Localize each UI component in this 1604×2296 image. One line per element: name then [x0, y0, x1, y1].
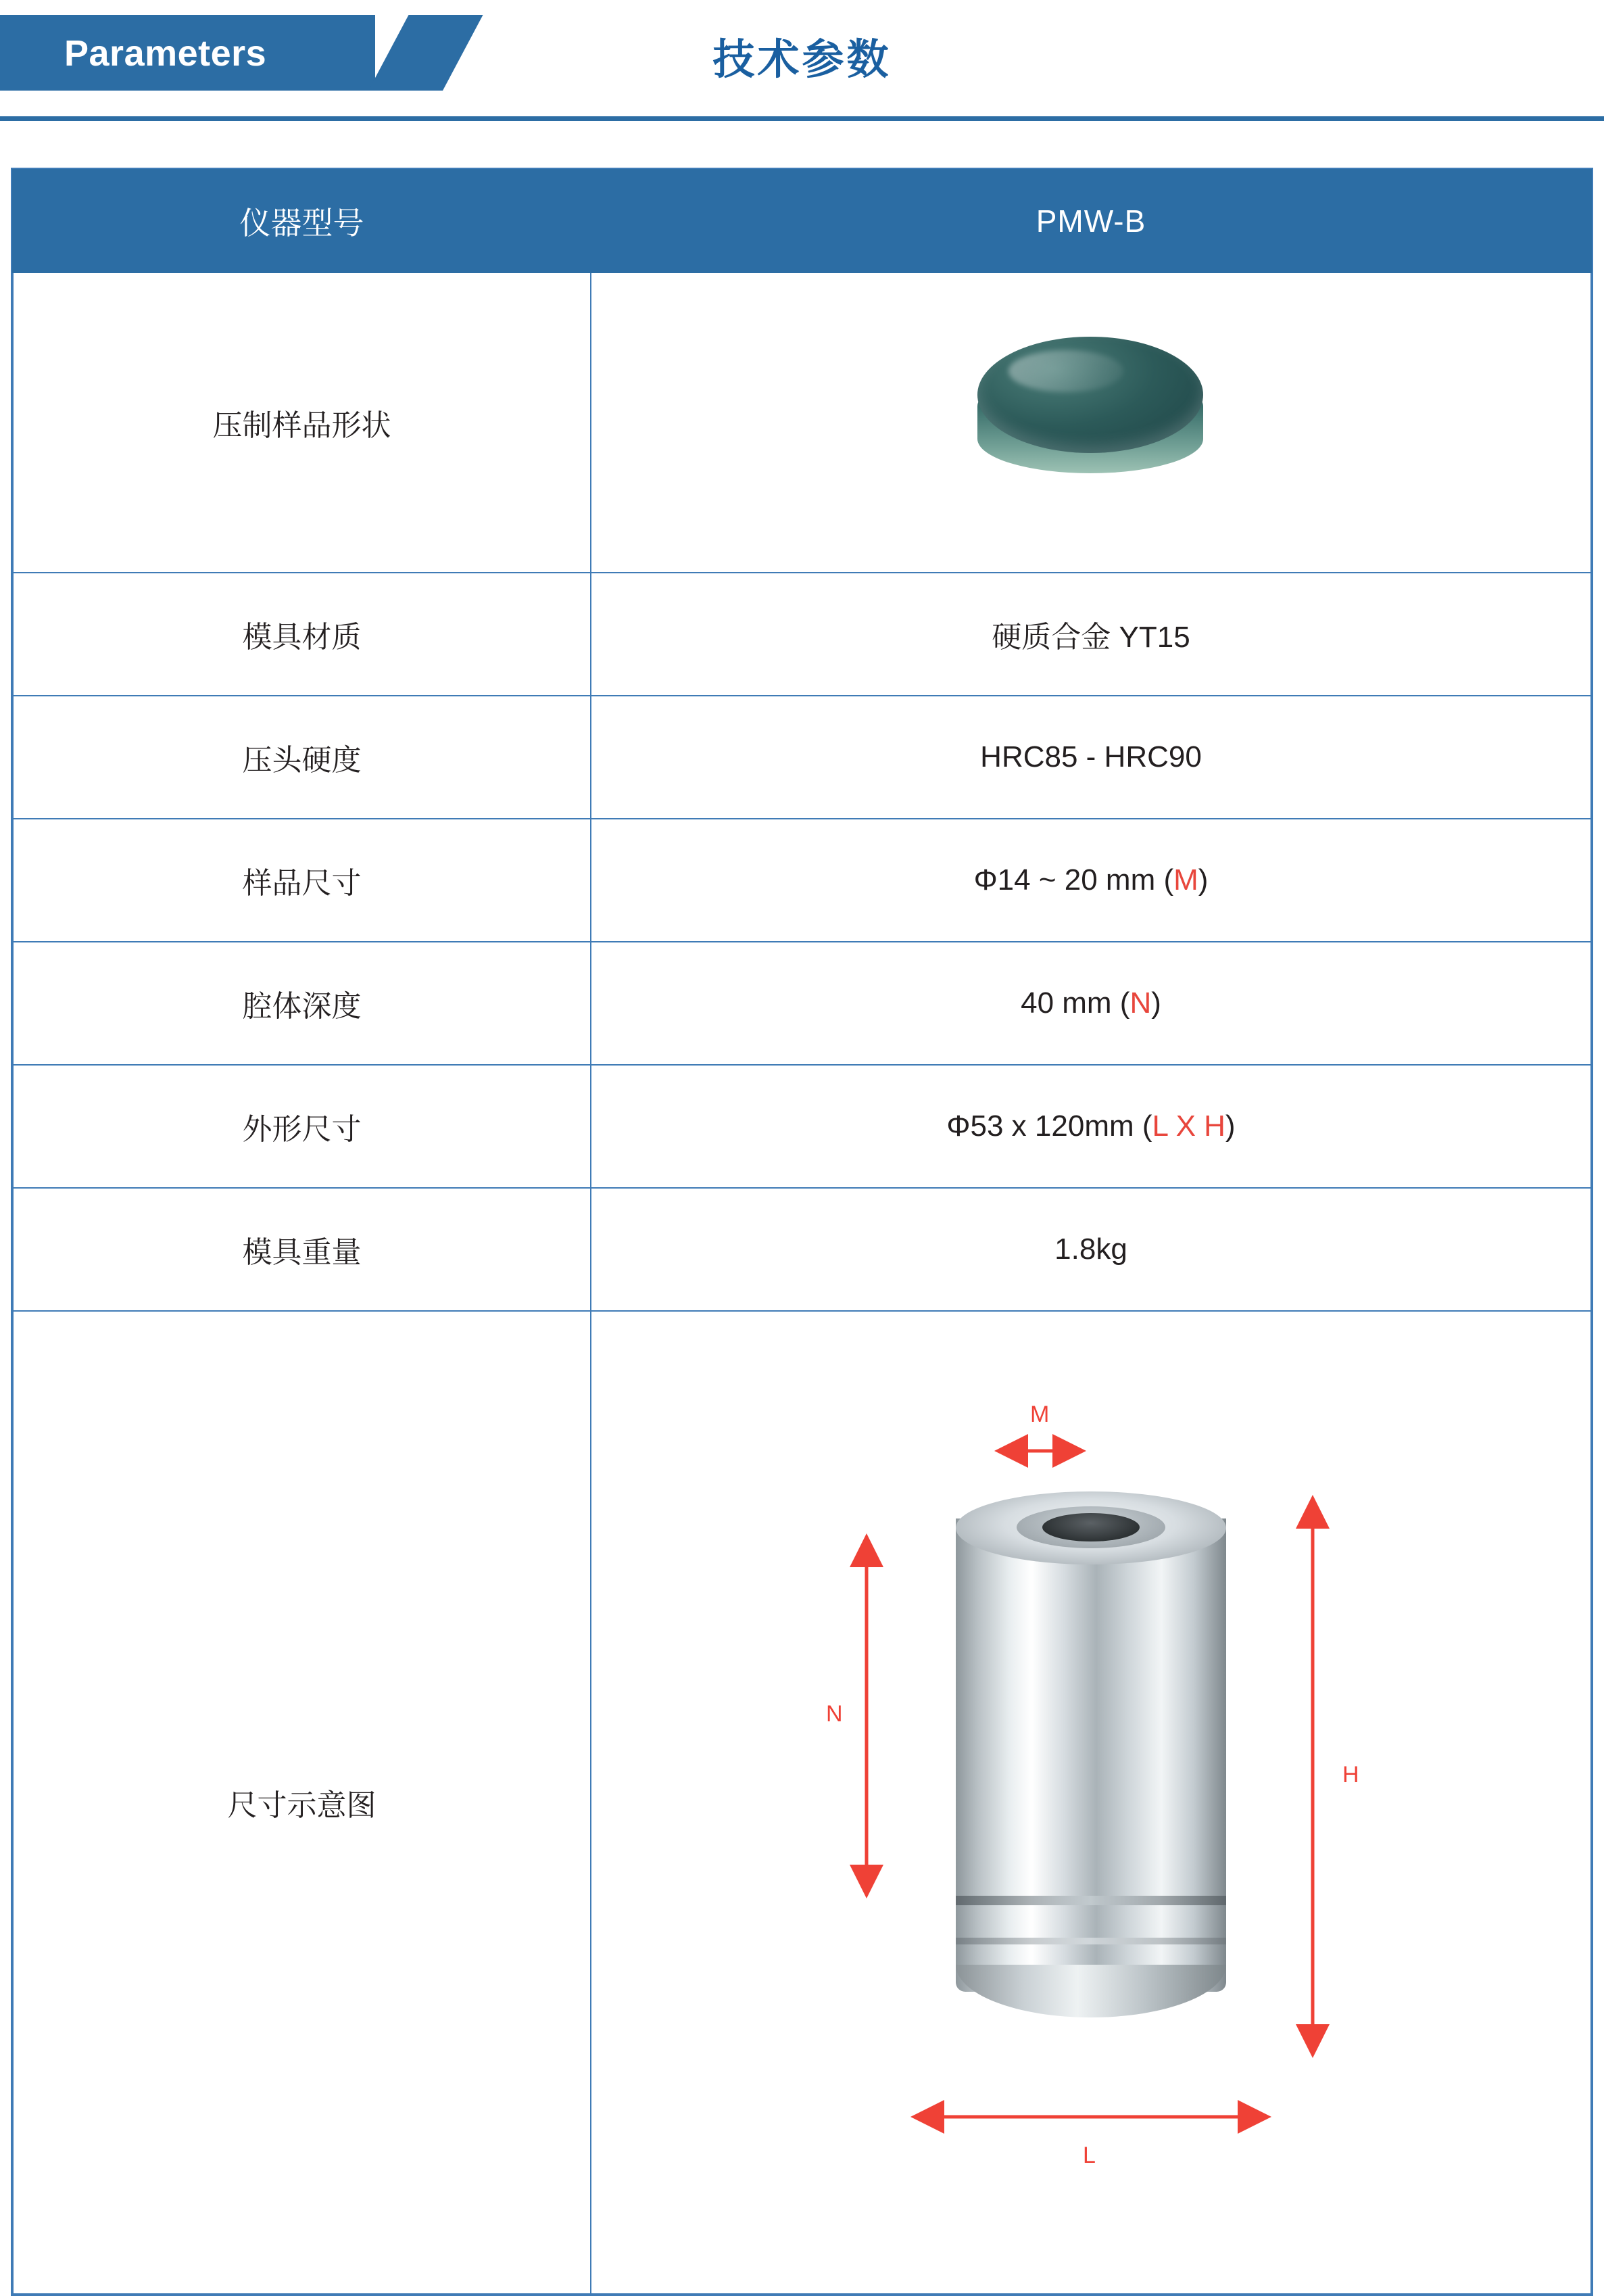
table-row	[13, 1188, 1591, 1311]
table-row	[13, 696, 1591, 819]
sample-size-accent: M	[1173, 863, 1198, 896]
dimension-label-m: M	[1030, 1402, 1050, 1427]
puck-highlight	[1008, 350, 1123, 392]
parameters-table-wrapper	[11, 168, 1593, 2296]
dimension-label-l: L	[1083, 2143, 1096, 2168]
sample-size-text: Φ14 ~ 20 mm (	[973, 863, 1174, 896]
table-row	[13, 573, 1591, 696]
cavity-depth-accent: N	[1129, 986, 1152, 1020]
table-row	[13, 1311, 1591, 2294]
row-value-mold-material: 硬质合金 YT15	[591, 573, 1591, 696]
page-header	[0, 0, 1604, 118]
row-value-overall-size	[591, 1065, 1591, 1188]
row-label-indenter-hardness: 压头硬度	[13, 696, 591, 819]
dimension-diagram	[692, 1360, 1490, 2245]
row-label-mold-weight: 模具重量	[13, 1188, 591, 1311]
row-label-cavity-depth: 腔体深度	[13, 942, 591, 1065]
overall-size-text: Φ53 x 120mm (	[946, 1109, 1152, 1143]
table-row	[13, 1065, 1591, 1188]
table-header-label: 仪器型号	[13, 170, 591, 272]
header-divider	[0, 116, 1604, 121]
row-value-cavity-depth	[591, 942, 1591, 1065]
table-row	[13, 942, 1591, 1065]
row-label-dimension-diagram: 尺寸示意图	[13, 1311, 591, 2294]
row-value-sample-size	[591, 819, 1591, 942]
pressed-sample-puck-illustration	[969, 331, 1213, 514]
overall-size-text-end: )	[1225, 1109, 1236, 1143]
sample-size-text-end: )	[1198, 863, 1209, 896]
cavity-depth-text-end: )	[1151, 986, 1161, 1020]
table-row	[13, 819, 1591, 942]
row-value-mold-weight: 1.8kg	[591, 1188, 1591, 1311]
page-title: 技术参数	[712, 37, 892, 83]
table-header-model: PMW-B	[591, 170, 1591, 272]
row-value-dimension-diagram	[591, 1311, 1591, 2294]
dimension-arrows	[692, 1360, 1490, 2245]
row-value-sample-shape	[591, 272, 1591, 573]
table-header-row	[13, 170, 1591, 272]
dimension-label-h: H	[1342, 1762, 1359, 1788]
row-label-sample-size: 样品尺寸	[13, 819, 591, 942]
overall-size-accent: L X H	[1152, 1109, 1225, 1143]
row-label-sample-shape: 压制样品形状	[13, 272, 591, 573]
table-row	[13, 272, 1591, 573]
row-label-overall-size: 外形尺寸	[13, 1065, 591, 1188]
cavity-depth-text: 40 mm (	[1021, 986, 1130, 1020]
header-badge-label: Parameters	[64, 33, 267, 74]
dimension-label-n: N	[826, 1701, 843, 1727]
parameters-table	[12, 169, 1592, 2295]
row-value-indenter-hardness: HRC85 - HRC90	[591, 696, 1591, 819]
row-label-mold-material: 模具材质	[13, 573, 591, 696]
